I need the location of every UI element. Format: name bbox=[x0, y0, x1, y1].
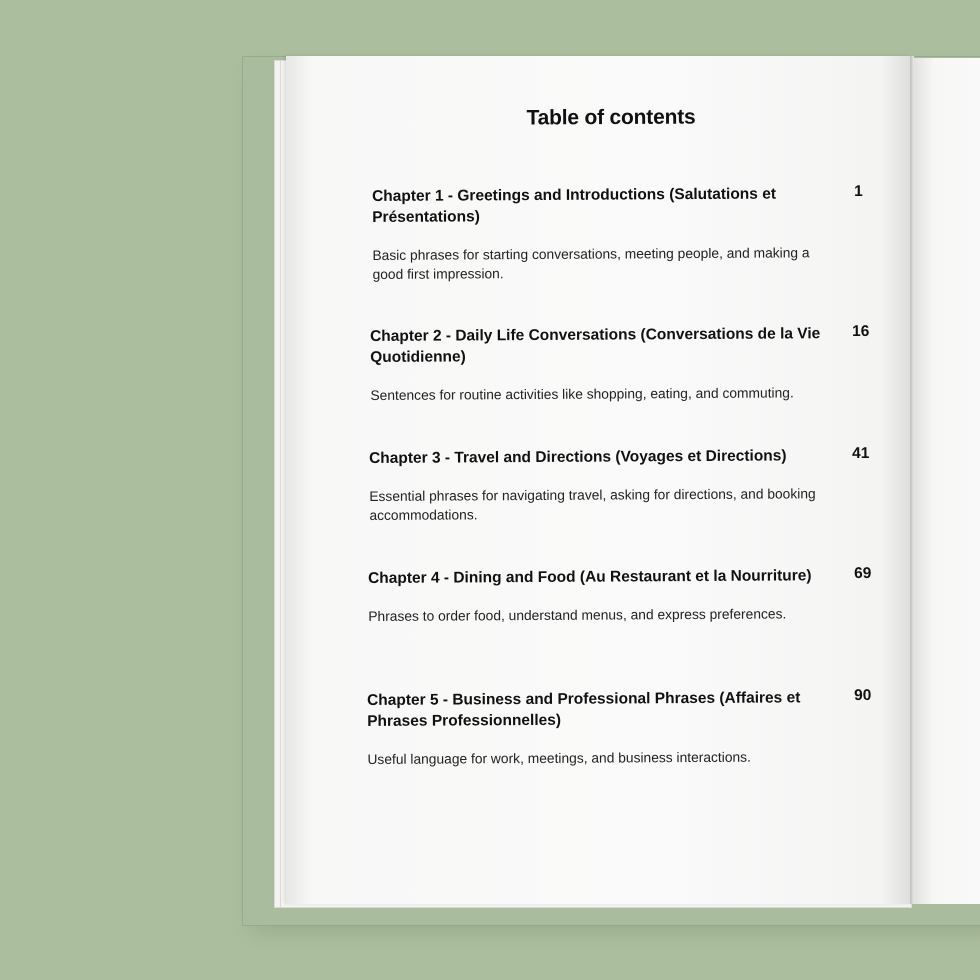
chapter-heading: Chapter 1 - Greetings and Introductions (Salutations et Présentations) bbox=[372, 185, 777, 226]
toc-title: Table of contents bbox=[526, 105, 696, 130]
chapter-heading: Chapter 5 - Business and Professional Phrases (Affaires et Phrases Professionnelles) bbox=[367, 689, 801, 730]
book-gutter bbox=[910, 56, 914, 904]
chapter-heading: Chapter 2 - Daily Life Conversations (Conversations de la Vie Quotidienne) bbox=[370, 325, 821, 366]
page-number: 41 bbox=[851, 444, 870, 463]
chapter-description: Basic phrases for starting conversations, meeting people, and making a good first impression. bbox=[372, 245, 810, 282]
toc-entry-chapter-1 bbox=[372, 183, 893, 284]
page-number: 1 bbox=[853, 183, 863, 201]
toc-entry-chapter-2 bbox=[370, 323, 890, 405]
chapter-description: Sentences for routine activities like shopping, eating, and commuting. bbox=[370, 385, 794, 403]
right-page bbox=[914, 58, 980, 904]
page-number: 16 bbox=[851, 322, 870, 341]
chapter-description: Useful language for work, meetings, and business interactions. bbox=[367, 749, 751, 767]
toc-entry-chapter-3 bbox=[369, 445, 889, 525]
toc-entry-chapter-5 bbox=[367, 687, 887, 769]
chapter-heading: Chapter 4 - Dining and Food (Au Restaurant et la Nourriture) bbox=[368, 567, 812, 587]
page-number: 90 bbox=[853, 686, 872, 705]
page-number: 69 bbox=[853, 564, 872, 583]
chapter-description: Essential phrases for navigating travel, asking for directions, and booking accommodations. bbox=[369, 486, 816, 523]
chapter-description: Phrases to order food, understand menus, and express preferences. bbox=[368, 606, 787, 624]
chapter-heading: Chapter 3 - Travel and Directions (Voyages et Directions) bbox=[369, 447, 787, 467]
toc-entry-chapter-4 bbox=[368, 565, 888, 626]
